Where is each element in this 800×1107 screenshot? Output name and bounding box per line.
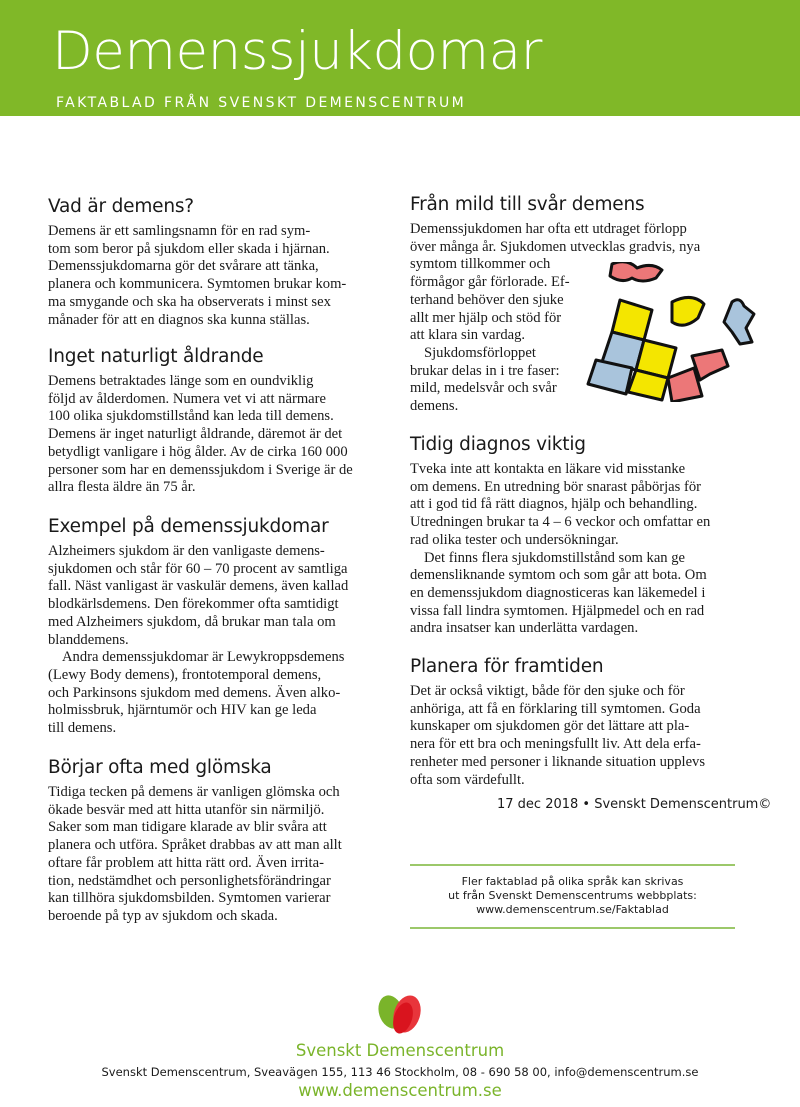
more-info-line: ut från Svenskt Demenscentrums webbplats: (448, 889, 697, 902)
body-text-line: betydligt vanligare i hög ålder. Av de cirka 160 000 (48, 443, 348, 460)
body-text-line: Tveka inte att kontakta en läkare vid misstanke (410, 461, 686, 477)
body-text-line: anhöriga, att få en förklaring till symtomen. Goda (410, 700, 701, 717)
body-text-line: att klara sin vardag. (410, 327, 526, 344)
body-text-line: sjukdomen och står för 60 – 70 procent av samtliga (48, 560, 348, 577)
contact-address: Svenskt Demenscentrum, Sveavägen 155, 113 46 Stockholm, 08 - 690 58 00, info@demenscentrum.se (101, 1065, 699, 1079)
body-text-line: blanddemens. (48, 631, 129, 648)
body-text-line: nera för ett bra och meningsfullt liv. Att dela erfa- (410, 736, 701, 753)
organization-name: Svenskt Demenscentrum (295, 1041, 505, 1060)
more-info-line: Fler faktablad på olika språk kan skrivas (461, 875, 684, 888)
section-plan-future (410, 656, 705, 789)
body-text-line: Alzheimers sjukdom är den vanligaste demens- (48, 543, 325, 559)
body-text-line: allra flesta äldre än 75 år. (48, 479, 196, 496)
body-text-line: kan tillhöra sjukdomsbilden. Symtomen varierar (48, 890, 331, 907)
more-info-link[interactable]: www.demenscentrum.se/Faktablad (476, 903, 669, 916)
heart-leaves-logo (377, 994, 423, 1038)
body-text-line: beroende på typ av sjukdom och skada. (48, 907, 278, 924)
body-text-line: fall. Näst vanligast är vaskulär demens, även kallad (48, 578, 349, 595)
body-text-line: tion, nedstämdhet och personlighetsförändringar (48, 872, 331, 889)
header-banner (0, 0, 800, 116)
body-text-line: mild, medelsvår och svår (410, 380, 557, 397)
body-text-line: över många år. Sjukdomen utvecklas gradvis, nya (410, 238, 701, 255)
body-text-line: ofta som värdefullt. (410, 771, 525, 788)
section-heading: Börjar ofta med glömska (48, 757, 272, 778)
body-text-line: blodkärlsdemens. Den förekommer ofta samtidigt (48, 596, 339, 613)
section-body (48, 784, 342, 926)
body-text-line: planera och kommunicera. Symtomen brukar kom- (48, 276, 347, 293)
body-text-line: holmissbruk, hjärntumör och HIV kan ge leda (48, 702, 317, 719)
page-title: Demenssjukdomar (52, 21, 542, 82)
more-info (410, 875, 735, 917)
body-text-line: Det finns flera sjukdomstillstånd som kan ge (424, 549, 686, 566)
body-text-line: Utredningen brukar ta 4 – 6 veckor och omfattar en (410, 514, 711, 531)
body-text-line: vissa fall lindra symtomen. Hjälpmedel och en rad (410, 602, 705, 619)
body-text-line: allt mer hjälp och stöd för (410, 309, 562, 326)
body-text-line: Sjukdomsförloppet (424, 344, 536, 361)
section-examples (48, 516, 348, 738)
section-heading: Inget naturligt åldrande (48, 346, 264, 367)
date-copyright: 17 dec 2018 • Svenskt Demenscentrum© (497, 797, 772, 812)
section-early-diagnosis (410, 434, 710, 638)
body-text-line: en demenssjukdom diagnosticeras kan läkemedel i (410, 584, 706, 601)
divider (410, 927, 735, 929)
body-text-line: tom som beror på sjukdom eller skada i hjärnan. (48, 240, 330, 257)
section-what-is-dementia (48, 196, 346, 329)
body-text-line: Demenssjukdomen har ofta ett utdraget förlopp (410, 221, 687, 237)
body-text-line: rad olika tester och undersökningar. (410, 531, 619, 548)
body-text-line: (Lewy Body demens), frontotemporal demens, (48, 666, 322, 683)
body-text-line: Andra demenssjukdomar är Lewykroppsdemens (62, 649, 345, 666)
body-text-line: brukar delas in i tre faser: (410, 362, 560, 379)
body-text-line: Tidiga tecken på demens är vanligen glömska och (48, 784, 340, 800)
body-text-line: terhand behöver den sjuke (410, 291, 564, 308)
section-heading: Vad är demens? (48, 196, 194, 217)
section-not-natural-aging (48, 346, 353, 497)
section-heading: Från mild till svår demens (410, 194, 645, 215)
body-text-line: Det är också viktigt, både för den sjuke och för (410, 683, 685, 699)
section-body (48, 223, 346, 329)
body-text-line: förmågor går förlorade. Ef- (410, 274, 570, 291)
section-heading: Exempel på demenssjukdomar (48, 516, 329, 537)
website-link[interactable]: www.demenscentrum.se (298, 1081, 502, 1100)
body-text-line: till demens. (48, 720, 117, 737)
body-text-line: Demens är ett samlingsnamn för en rad sym- (48, 223, 311, 239)
section-body (48, 373, 353, 497)
body-text-line: Demenssjukdomarna gör det svårare att tänka, (48, 258, 319, 275)
body-text-line: följd av ålderdomen. Numera vet vi att närmare (48, 390, 326, 407)
body-text-line: renheter med personer i liknande situation upplevs (410, 753, 706, 770)
body-text-line: symtom tillkommer och (410, 256, 551, 273)
body-text-line: 100 olika sjukdomstillstånd kan leda till demens. (48, 408, 334, 425)
body-text-line: demensliknande symtom och som går att bota. Om (410, 567, 707, 584)
section-body (410, 683, 705, 789)
body-text-line: demens. (410, 398, 459, 415)
body-text-line: Demens betraktades länge som en oundviklig (48, 373, 314, 389)
body-text-line: månader för att en diagnos ska kunna ställas. (48, 311, 310, 328)
section-body (410, 461, 710, 638)
body-text-line: om demens. En utredning bör snarast påbörjas för (410, 478, 701, 495)
section-heading: Planera för framtiden (410, 656, 604, 677)
body-text-line: med Alzheimers sjukdom, då brukar man tala om (48, 613, 336, 630)
body-text-line: ma smygande och ska ha observerats i minst sex (48, 293, 331, 310)
body-text-line: Saker som man tidigare klarade av blir svåra att (48, 819, 327, 836)
body-text-line: andra insatser kan underlätta vardagen. (410, 620, 639, 637)
body-text-line: att i god tid få rätt diagnos, hjälp och behandling. (410, 496, 698, 513)
section-body (48, 543, 348, 738)
divider (410, 864, 735, 866)
body-text-line: och Parkinsons sjukdom med demens. Även alko- (48, 684, 341, 701)
body-text-line: kunskaper om sjukdomen gör det lättare att pla- (410, 718, 690, 735)
section-starts-with-forgetfulness (48, 757, 342, 926)
page-subtitle: FAKTABLAD FRÅN SVENSKT DEMENSCENTRUM (56, 95, 467, 111)
body-text-line: ökade besvär med att hitta utanför sin närmiljö. (48, 801, 325, 818)
puzzle-pieces-illustration (582, 262, 772, 402)
section-heading: Tidig diagnos viktig (410, 434, 586, 455)
body-text-line: planera och utföra. Språket drabbas av att man allt (48, 837, 342, 854)
body-text-line: oftare får problem att hitta rätt ord. Även irrita- (48, 854, 324, 871)
body-text-line: Demens är inget naturligt åldrande, däremot är det (48, 426, 343, 443)
body-text-line: personer som har en demenssjukdom i Sverige är de (48, 461, 353, 478)
